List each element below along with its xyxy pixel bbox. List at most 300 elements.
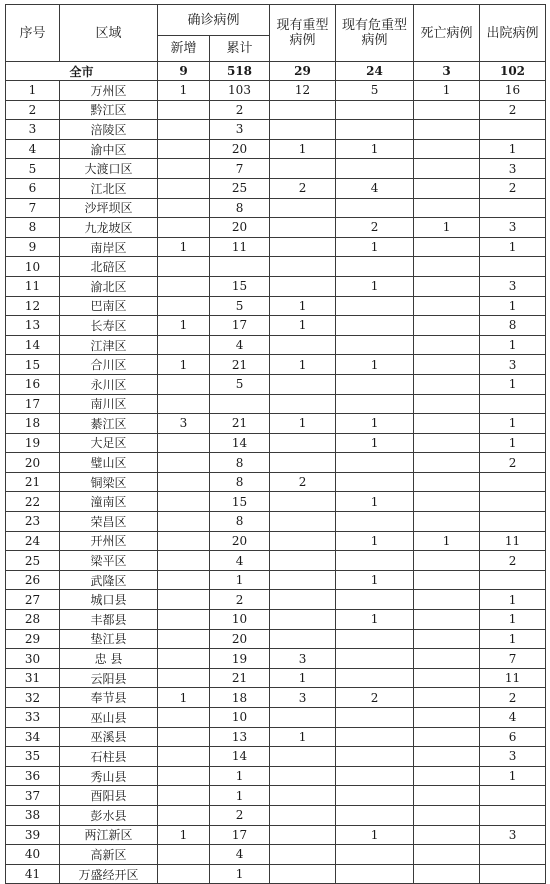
row-region: 长寿区 (60, 316, 158, 336)
row-discharged: 11 (480, 668, 546, 688)
row-critical (336, 668, 414, 688)
row-critical: 1 (336, 276, 414, 296)
row-severe: 1 (270, 668, 336, 688)
table-row (6, 688, 546, 708)
table-row (6, 668, 546, 688)
row-region: 忠 县 (60, 649, 158, 669)
row-discharged: 1 (480, 610, 546, 630)
row-new (158, 590, 210, 610)
row-seq: 26 (6, 570, 60, 590)
row-cumulative: 1 (210, 570, 270, 590)
row-severe: 2 (270, 178, 336, 198)
row-discharged: 8 (480, 316, 546, 336)
table-row (6, 257, 546, 277)
row-severe (270, 551, 336, 571)
row-cumulative: 20 (210, 218, 270, 238)
row-discharged (480, 394, 546, 414)
row-deaths (414, 610, 480, 630)
table-row (6, 100, 546, 120)
table-row (6, 139, 546, 159)
row-new (158, 531, 210, 551)
row-region: 巴南区 (60, 296, 158, 316)
header-new: 新增 (158, 36, 210, 62)
row-critical (336, 512, 414, 532)
row-critical: 1 (336, 610, 414, 630)
row-deaths (414, 100, 480, 120)
total-deaths: 3 (414, 62, 480, 81)
row-cumulative: 21 (210, 355, 270, 375)
row-region: 酉阳县 (60, 786, 158, 806)
row-deaths (414, 355, 480, 375)
row-seq: 13 (6, 316, 60, 336)
row-new: 1 (158, 316, 210, 336)
row-discharged: 11 (480, 531, 546, 551)
row-seq: 27 (6, 590, 60, 610)
row-deaths (414, 433, 480, 453)
row-seq: 14 (6, 335, 60, 355)
row-discharged: 2 (480, 100, 546, 120)
row-discharged (480, 570, 546, 590)
row-deaths (414, 668, 480, 688)
table-row (6, 590, 546, 610)
row-seq: 7 (6, 198, 60, 218)
row-severe: 1 (270, 355, 336, 375)
table-row (6, 649, 546, 669)
row-seq: 30 (6, 649, 60, 669)
row-severe (270, 198, 336, 218)
row-critical (336, 747, 414, 767)
header-severe (270, 5, 336, 62)
row-severe (270, 120, 336, 140)
row-cumulative: 21 (210, 668, 270, 688)
row-cumulative: 20 (210, 531, 270, 551)
row-region: 南岸区 (60, 237, 158, 257)
row-seq: 32 (6, 688, 60, 708)
row-seq: 5 (6, 159, 60, 179)
row-severe: 1 (270, 296, 336, 316)
row-new (158, 629, 210, 649)
row-severe: 3 (270, 688, 336, 708)
row-cumulative (210, 394, 270, 414)
row-seq: 31 (6, 668, 60, 688)
row-critical: 2 (336, 688, 414, 708)
row-region: 梁平区 (60, 551, 158, 571)
row-severe (270, 590, 336, 610)
row-seq: 28 (6, 610, 60, 630)
row-cumulative: 4 (210, 845, 270, 865)
row-critical: 1 (336, 825, 414, 845)
table-row (6, 433, 546, 453)
row-seq: 16 (6, 374, 60, 394)
table-row (6, 551, 546, 571)
row-critical (336, 120, 414, 140)
row-seq: 22 (6, 492, 60, 512)
row-severe (270, 433, 336, 453)
row-cumulative: 5 (210, 374, 270, 394)
row-critical: 5 (336, 81, 414, 101)
row-deaths (414, 472, 480, 492)
row-deaths (414, 492, 480, 512)
row-seq: 23 (6, 512, 60, 532)
header-severe-line2: 病例 (289, 33, 316, 48)
table-row (6, 727, 546, 747)
row-severe: 2 (270, 472, 336, 492)
row-new (158, 668, 210, 688)
row-seq: 4 (6, 139, 60, 159)
row-severe (270, 747, 336, 767)
table-row (6, 472, 546, 492)
row-severe: 1 (270, 727, 336, 747)
row-new (158, 472, 210, 492)
row-severe (270, 766, 336, 786)
row-discharged: 1 (480, 629, 546, 649)
row-region: 潼南区 (60, 492, 158, 512)
row-severe (270, 512, 336, 532)
row-new (158, 335, 210, 355)
row-region: 石柱县 (60, 747, 158, 767)
table-row (6, 629, 546, 649)
row-region: 开州区 (60, 531, 158, 551)
row-severe (270, 570, 336, 590)
row-new (158, 570, 210, 590)
row-critical (336, 100, 414, 120)
row-discharged: 1 (480, 433, 546, 453)
row-discharged (480, 198, 546, 218)
row-severe (270, 453, 336, 473)
row-cumulative: 2 (210, 100, 270, 120)
row-seq: 21 (6, 472, 60, 492)
row-cumulative: 3 (210, 120, 270, 140)
row-deaths (414, 747, 480, 767)
row-new (158, 492, 210, 512)
row-cumulative: 20 (210, 629, 270, 649)
row-critical (336, 335, 414, 355)
row-seq: 18 (6, 414, 60, 434)
row-critical (336, 374, 414, 394)
row-cumulative: 4 (210, 551, 270, 571)
row-critical (336, 766, 414, 786)
row-new (158, 296, 210, 316)
row-critical (336, 805, 414, 825)
row-region: 武隆区 (60, 570, 158, 590)
row-region: 九龙坡区 (60, 218, 158, 238)
row-cumulative: 8 (210, 472, 270, 492)
table-row (6, 159, 546, 179)
table-row (6, 786, 546, 806)
row-severe (270, 492, 336, 512)
row-severe (270, 708, 336, 728)
row-deaths (414, 688, 480, 708)
row-region: 江北区 (60, 178, 158, 198)
row-new: 1 (158, 81, 210, 101)
row-cumulative: 7 (210, 159, 270, 179)
row-new (158, 159, 210, 179)
row-critical: 1 (336, 492, 414, 512)
row-discharged: 3 (480, 276, 546, 296)
row-cumulative: 15 (210, 276, 270, 296)
table-row (6, 825, 546, 845)
row-seq: 3 (6, 120, 60, 140)
row-discharged: 3 (480, 355, 546, 375)
row-critical (336, 727, 414, 747)
row-region: 渝北区 (60, 276, 158, 296)
table-row (6, 864, 546, 884)
header-region: 区域 (60, 5, 158, 62)
row-new (158, 453, 210, 473)
table-row (6, 708, 546, 728)
row-severe (270, 610, 336, 630)
header-seq: 序号 (6, 5, 60, 62)
row-new (158, 805, 210, 825)
header-row-1 (6, 5, 546, 36)
row-discharged: 3 (480, 825, 546, 845)
row-critical (336, 394, 414, 414)
cases-table (5, 4, 546, 884)
row-discharged: 1 (480, 766, 546, 786)
row-critical (336, 257, 414, 277)
row-cumulative: 1 (210, 766, 270, 786)
row-deaths (414, 825, 480, 845)
table-row (6, 492, 546, 512)
row-region: 璧山区 (60, 453, 158, 473)
row-new: 1 (158, 825, 210, 845)
row-critical (336, 296, 414, 316)
row-deaths (414, 178, 480, 198)
row-cumulative: 21 (210, 414, 270, 434)
row-critical (336, 590, 414, 610)
row-severe (270, 394, 336, 414)
row-deaths (414, 198, 480, 218)
row-critical (336, 472, 414, 492)
row-deaths (414, 766, 480, 786)
row-cumulative: 19 (210, 649, 270, 669)
row-deaths (414, 139, 480, 159)
row-deaths (414, 570, 480, 590)
row-critical: 1 (336, 139, 414, 159)
row-region: 涪陵区 (60, 120, 158, 140)
row-region: 巫溪县 (60, 727, 158, 747)
row-discharged: 1 (480, 139, 546, 159)
row-discharged: 2 (480, 178, 546, 198)
row-region: 永川区 (60, 374, 158, 394)
row-deaths (414, 708, 480, 728)
row-discharged: 7 (480, 649, 546, 669)
row-discharged: 4 (480, 708, 546, 728)
row-discharged: 2 (480, 551, 546, 571)
header-deaths: 死亡病例 (414, 5, 480, 62)
row-severe (270, 805, 336, 825)
header-confirmed: 确诊病例 (158, 5, 270, 36)
row-seq: 41 (6, 864, 60, 884)
row-discharged: 2 (480, 688, 546, 708)
row-cumulative: 10 (210, 610, 270, 630)
table-row (6, 237, 546, 257)
row-new (158, 218, 210, 238)
row-deaths (414, 316, 480, 336)
row-critical (336, 708, 414, 728)
row-critical (336, 316, 414, 336)
row-deaths (414, 590, 480, 610)
row-critical: 1 (336, 570, 414, 590)
row-new (158, 198, 210, 218)
table-row (6, 453, 546, 473)
row-deaths (414, 864, 480, 884)
row-seq: 8 (6, 218, 60, 238)
row-new (158, 845, 210, 865)
row-severe (270, 374, 336, 394)
row-cumulative: 13 (210, 727, 270, 747)
row-deaths (414, 845, 480, 865)
row-seq: 9 (6, 237, 60, 257)
row-critical (336, 649, 414, 669)
row-deaths (414, 727, 480, 747)
total-discharged: 102 (480, 62, 546, 81)
total-cumulative: 518 (210, 62, 270, 81)
row-deaths (414, 453, 480, 473)
row-new (158, 512, 210, 532)
row-cumulative: 17 (210, 825, 270, 845)
row-cumulative: 17 (210, 316, 270, 336)
row-critical: 1 (336, 531, 414, 551)
row-seq: 34 (6, 727, 60, 747)
row-deaths (414, 414, 480, 434)
row-discharged: 1 (480, 414, 546, 434)
row-critical (336, 864, 414, 884)
row-deaths (414, 551, 480, 571)
row-discharged (480, 492, 546, 512)
row-critical: 1 (336, 414, 414, 434)
row-seq: 40 (6, 845, 60, 865)
row-discharged (480, 845, 546, 865)
row-new (158, 433, 210, 453)
table-row (6, 355, 546, 375)
row-cumulative: 15 (210, 492, 270, 512)
row-cumulative: 4 (210, 335, 270, 355)
header-severe-line1: 现有重型 (276, 18, 329, 33)
row-cumulative: 5 (210, 296, 270, 316)
row-region: 奉节县 (60, 688, 158, 708)
header-critical (336, 5, 414, 62)
row-new (158, 100, 210, 120)
row-critical (336, 629, 414, 649)
table-row (6, 374, 546, 394)
table-row (6, 531, 546, 551)
row-severe (270, 100, 336, 120)
row-region: 北碚区 (60, 257, 158, 277)
row-new: 1 (158, 355, 210, 375)
row-cumulative: 1 (210, 864, 270, 884)
row-deaths (414, 276, 480, 296)
row-discharged: 1 (480, 590, 546, 610)
row-discharged (480, 120, 546, 140)
row-cumulative: 103 (210, 81, 270, 101)
table-row (6, 276, 546, 296)
row-seq: 6 (6, 178, 60, 198)
row-discharged: 3 (480, 159, 546, 179)
row-deaths (414, 805, 480, 825)
row-deaths: 1 (414, 81, 480, 101)
row-seq: 19 (6, 433, 60, 453)
row-severe (270, 845, 336, 865)
row-discharged (480, 512, 546, 532)
row-critical (336, 453, 414, 473)
row-severe (270, 786, 336, 806)
table-row (6, 316, 546, 336)
row-discharged: 16 (480, 81, 546, 101)
row-region: 大渡口区 (60, 159, 158, 179)
row-cumulative: 1 (210, 786, 270, 806)
row-cumulative: 14 (210, 433, 270, 453)
row-critical (336, 198, 414, 218)
row-cumulative: 10 (210, 708, 270, 728)
row-new (158, 276, 210, 296)
row-discharged: 2 (480, 453, 546, 473)
row-severe (270, 629, 336, 649)
row-new: 3 (158, 414, 210, 434)
row-new (158, 708, 210, 728)
row-deaths (414, 394, 480, 414)
row-new (158, 551, 210, 571)
table-row (6, 570, 546, 590)
row-region: 巫山县 (60, 708, 158, 728)
row-severe: 12 (270, 81, 336, 101)
table-row (6, 414, 546, 434)
row-seq: 12 (6, 296, 60, 316)
row-new (158, 257, 210, 277)
row-seq: 11 (6, 276, 60, 296)
table-row (6, 512, 546, 532)
row-deaths (414, 786, 480, 806)
row-deaths: 1 (414, 531, 480, 551)
row-region: 綦江区 (60, 414, 158, 434)
table-row (6, 335, 546, 355)
row-cumulative: 8 (210, 512, 270, 532)
row-region: 万州区 (60, 81, 158, 101)
row-region: 秀山县 (60, 766, 158, 786)
row-cumulative: 20 (210, 139, 270, 159)
row-deaths (414, 120, 480, 140)
total-critical: 24 (336, 62, 414, 81)
row-seq: 37 (6, 786, 60, 806)
row-region: 沙坪坝区 (60, 198, 158, 218)
row-new (158, 747, 210, 767)
row-deaths (414, 237, 480, 257)
row-critical: 1 (336, 433, 414, 453)
row-region: 云阳县 (60, 668, 158, 688)
row-severe: 1 (270, 414, 336, 434)
row-cumulative: 14 (210, 747, 270, 767)
table-row (6, 766, 546, 786)
row-severe (270, 825, 336, 845)
row-discharged (480, 786, 546, 806)
row-cumulative: 2 (210, 590, 270, 610)
row-deaths (414, 629, 480, 649)
row-region: 万盛经开区 (60, 864, 158, 884)
row-severe (270, 335, 336, 355)
row-cumulative: 11 (210, 237, 270, 257)
row-deaths (414, 512, 480, 532)
row-cumulative: 25 (210, 178, 270, 198)
row-discharged: 1 (480, 237, 546, 257)
row-severe (270, 531, 336, 551)
row-critical: 2 (336, 218, 414, 238)
row-new (158, 178, 210, 198)
row-discharged: 3 (480, 218, 546, 238)
row-seq: 39 (6, 825, 60, 845)
row-seq: 17 (6, 394, 60, 414)
header-critical-line1: 现有危重型 (342, 18, 408, 33)
row-deaths (414, 296, 480, 316)
